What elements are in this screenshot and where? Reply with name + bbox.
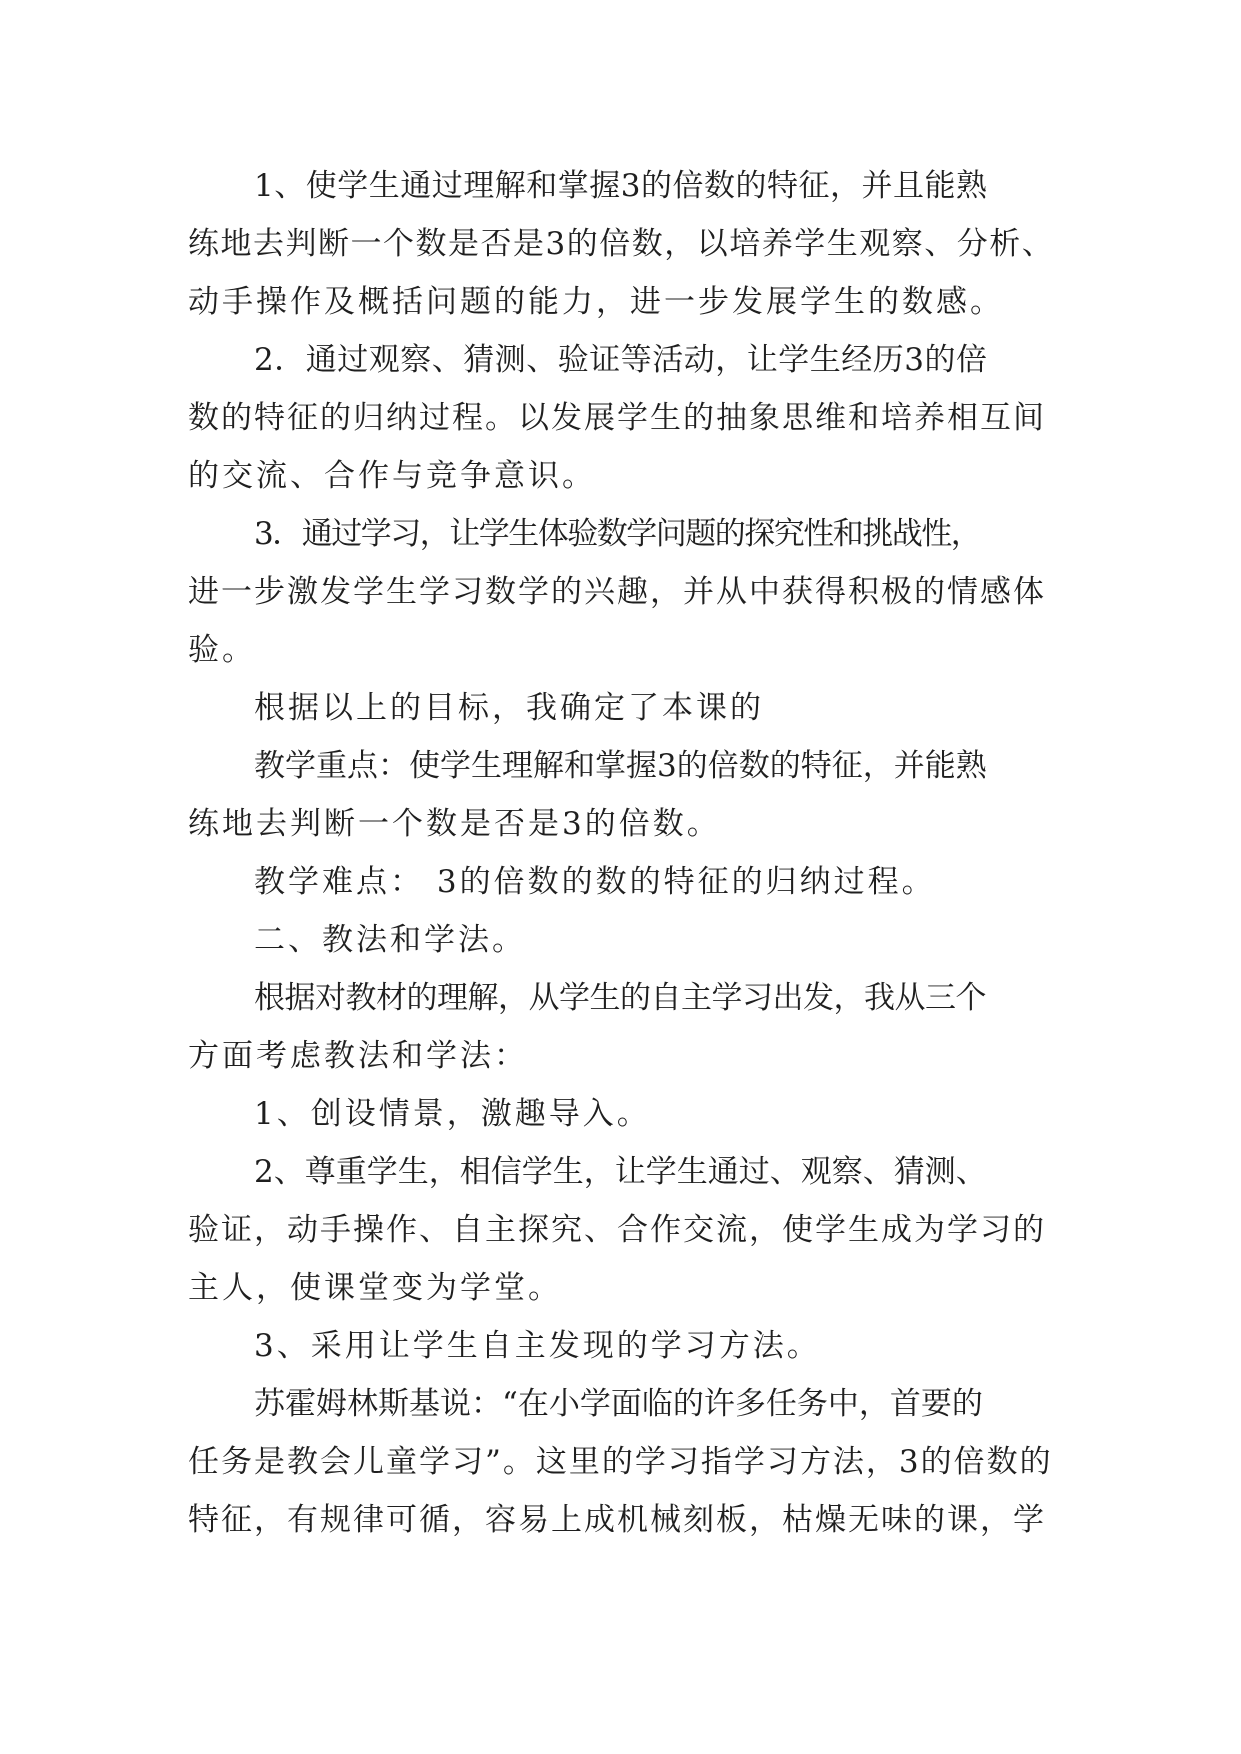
text-line: 练地去判断一个数是否是3的倍数。 — [188, 806, 721, 842]
text-line: 的交流、合作与竞争意识。 — [188, 458, 596, 494]
paragraph-method-1 — [188, 1085, 1054, 1143]
text-line: 教学重点：使学生理解和掌握3的倍数的特征，并能熟 — [254, 748, 987, 784]
text-line: 1、使学生通过理解和掌握3的倍数的特征，并且能熟 — [254, 168, 988, 204]
text-line: 任务是教会儿童学习”。这里的学习指学习方法，3的倍数的 — [188, 1444, 1053, 1480]
text-line: 数的特征的归纳过程。以发展学生的抽象思维和培养相互间 — [188, 400, 1046, 436]
text-line: 教学难点： 3的倍数的数的特征的归纳过程。 — [254, 864, 936, 900]
text-line: 验证，动手操作、自主探究、合作交流，使学生成为学习的 — [188, 1212, 1046, 1248]
section-heading-methods — [188, 911, 1054, 969]
paragraph-methods-intro — [188, 969, 1054, 1085]
text-line: 2．通过观察、猜测、验证等活动，让学生经历3的倍 — [254, 342, 988, 378]
text-line: 动手操作及概括问题的能力，进一步发展学生的数感。 — [188, 284, 1004, 320]
paragraph-quote — [188, 1375, 1054, 1549]
text-line: 根据以上的目标，我确定了本课的 — [254, 690, 764, 726]
text-line: 练地去判断一个数是否是3的倍数，以培养学生观察、分析、 — [188, 226, 1055, 262]
paragraph-teaching-difficulty — [188, 853, 1054, 911]
text-line: 3．通过学习，让学生体验数学问题的探究性和挑战性， — [254, 516, 981, 552]
text-line: 验。 — [188, 632, 256, 668]
text-line: 根据对教材的理解，从学生的自主学习出发，我从三个 — [254, 980, 986, 1016]
text-line: 主人，使课堂变为学堂。 — [188, 1270, 562, 1306]
paragraph-method-2 — [188, 1143, 1054, 1317]
text-line: 2、尊重学生，相信学生，让学生通过、观察、猜测、 — [254, 1154, 987, 1190]
paragraph-goal-2 — [188, 331, 1054, 505]
paragraph-teaching-focus — [188, 737, 1054, 853]
text-line: 进一步激发学生学习数学的兴趣，并从中获得积极的情感体 — [188, 574, 1046, 610]
paragraph-intro-focus — [188, 679, 1054, 737]
text-line: 3、采用让学生自主发现的学习方法。 — [254, 1328, 821, 1364]
paragraph-goal-1 — [188, 157, 1054, 331]
text-line: 特征，有规律可循，容易上成机械刻板，枯燥无味的课，学 — [188, 1502, 1046, 1538]
document-body — [188, 157, 1054, 1549]
text-line: 二、教法和学法。 — [254, 922, 526, 958]
text-line: 方面考虑教法和学法： — [188, 1038, 528, 1074]
paragraph-method-3 — [188, 1317, 1054, 1375]
text-line: 1、创设情景，激趣导入。 — [254, 1096, 651, 1132]
paragraph-goal-3 — [188, 505, 1054, 679]
text-line: 苏霍姆林斯基说：“在小学面临的许多任务中，首要的 — [254, 1386, 983, 1422]
